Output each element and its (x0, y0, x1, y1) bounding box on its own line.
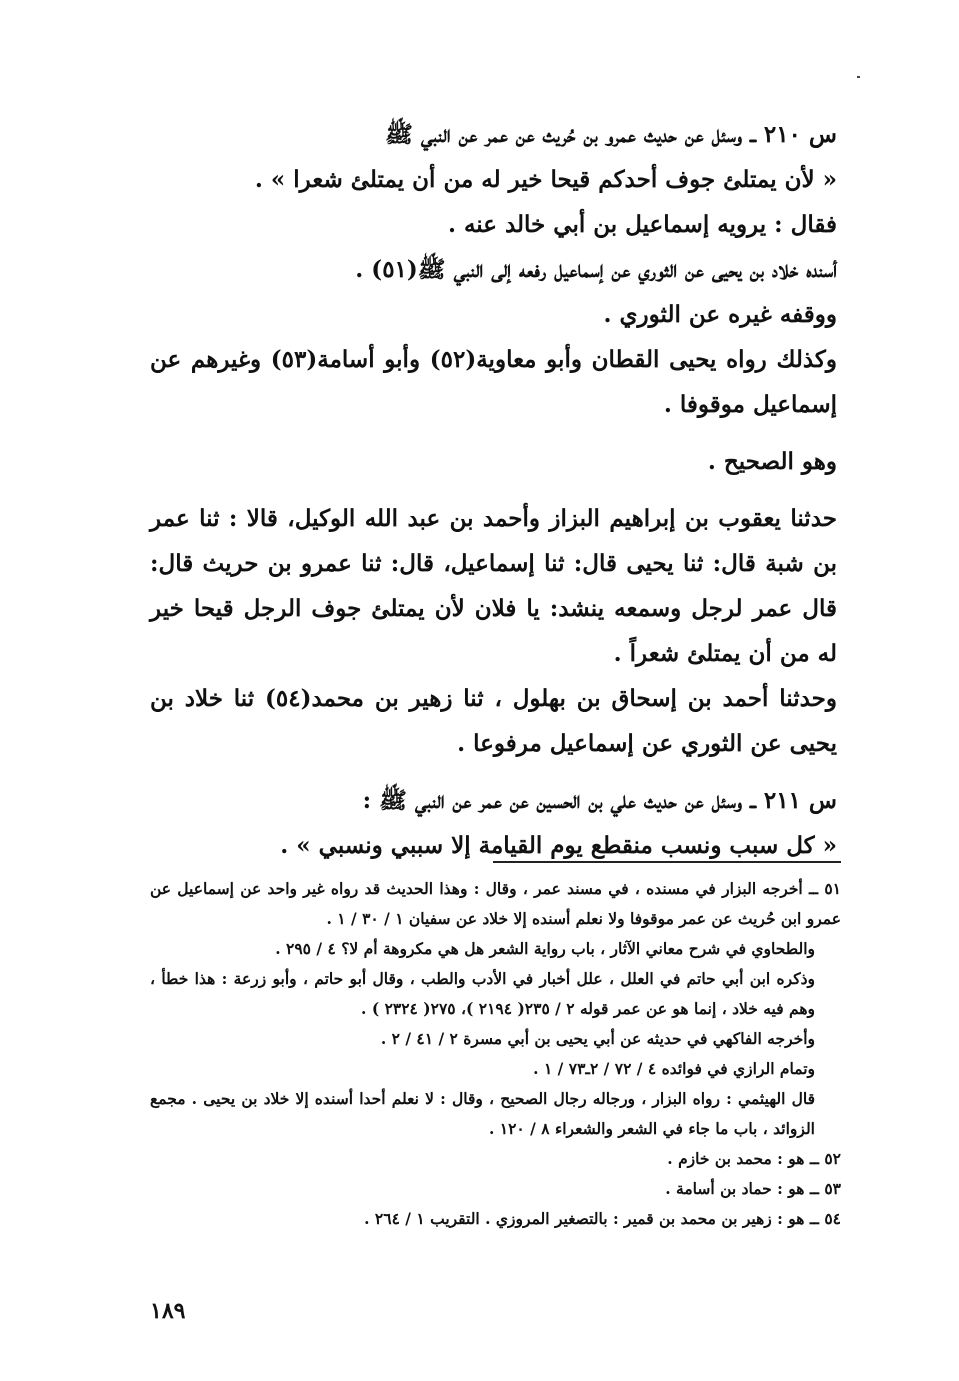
footnote-separator (493, 861, 841, 863)
footnotes-block (150, 874, 841, 1234)
scan-speck (857, 76, 860, 78)
footnote-52: ٥٢ ــ هو : محمد بن خازم . (667, 1149, 841, 1168)
footnote-53: ٥٣ ــ هو : حماد بن أسامة . (665, 1179, 841, 1198)
main-text-block (150, 112, 837, 868)
question-210-heading: س ٢١٠ ــ وسئل عن حديث عمرو بن حُريث عن عمر عن النبي ﷺ (385, 121, 837, 148)
question-210-hadith: « لأن يمتلئ جوف أحدكم قيحا خير له من أن يمتلئ شعرا » . (254, 166, 837, 193)
isnad-paragraph: أسنده خلاد بن يحيى عن الثوري عن إسماعيل رفعه إلى النبي ﷺ(٥١) . (355, 256, 837, 283)
narrators-paragraph: وكذلك رواه يحيى القطان وأبو معاوية(٥٢) وأبو أسامة(٥٣) وغيرهم عن إسماعيل موقوفا . (150, 346, 837, 418)
footnote-51-fakihi: وأخرجه الفاكهي في حديثه عن أبي يحيى بن أبي مسرة ٢ / ٤١ / ٢ . (380, 1029, 815, 1048)
page-number: ١٨٩ (150, 1298, 186, 1324)
answer-paragraph: فقال : يرويه إسماعيل بن أبي خالد عنه . (447, 211, 837, 238)
mawquf-paragraph: ووقفه غيره عن الثوري . (603, 301, 837, 328)
verdict-paragraph: وهو الصحيح . (707, 448, 837, 475)
question-211-hadith: « كل سبب ونسب منقطع يوم القيامة إلا سببي ونسبي » . (280, 832, 837, 859)
footnote-51-ibn-abi-hatim: وذكره ابن أبي حاتم في العلل ، علل أخبار في الأدب والطب ، وقال أبو حاتم ، وأبو زرعة : هذا خطأ ، وهم فيه خلاد ، إنما هو عن عمر قوله ٢ / ٢٣٥( ٢١٩٤ )، ٢٧٥( ٢٣٢٤ ) . (150, 969, 815, 1018)
chain-paragraph-1: حدثنا يعقوب بن إبراهيم البزاز وأحمد بن عبد الله الوكيل، قالا : ثنا عمر بن شبة قال: ثنا يحيى قال: ثنا إسماعيل، قال: ثنا عمرو بن حريث قال: قال عمر لرجل وسمعه ينشد: يا فلان لأن يمتلئ جوف الرجل قيحا خير له من أن يمتلئ شعراً . (150, 505, 837, 667)
chain-paragraph-2: وحدثنا أحمد بن إسحاق بن بهلول ، ثنا زهير بن محمد(٥٤) ثنا خلاد بن يحيى عن الثوري عن إسماعيل مرفوعا . (150, 685, 837, 757)
footnote-51-tahawi: والطحاوي في شرح معاني الآثار ، باب رواية الشعر هل هي مكروهة أم لا؟ ٤ / ٢٩٥ . (275, 939, 815, 958)
footnote-51: ٥١ ــ أخرجه البزار في مسنده ، في مسند عمر ، وقال : وهذا الحديث قد رواه غير واحد عن إسماعيل عن عمرو ابن حُريث عن عمر موقوفا ولا نعلم أسنده إلا خلاد عن سفيان ١ / ٣٠ / ١ . (150, 879, 841, 928)
footnote-51-haythami: قال الهيثمي : رواه البزار ، ورجاله رجال الصحيح ، وقال : لا نعلم أحدا أسنده إلا خلاد بن يحيى . مجمع الزوائد ، باب ما جاء في الشعر والشعراء ٨ / ١٢٠ . (150, 1089, 815, 1138)
question-211-heading: س ٢١١ ــ وسئل عن حديث علي بن الحسين عن عمر عن النبي ﷺ : (362, 787, 837, 814)
footnote-54: ٥٤ ــ هو : زهير بن محمد بن قمير : بالتصغير المروزي . التقريب ١ / ٢٦٤ . (364, 1209, 841, 1228)
footnote-51-tammam: وتمام الرازي في فوائده ٤ / ٧٢ / ٢ـ٧٣ / ١ . (533, 1059, 815, 1078)
